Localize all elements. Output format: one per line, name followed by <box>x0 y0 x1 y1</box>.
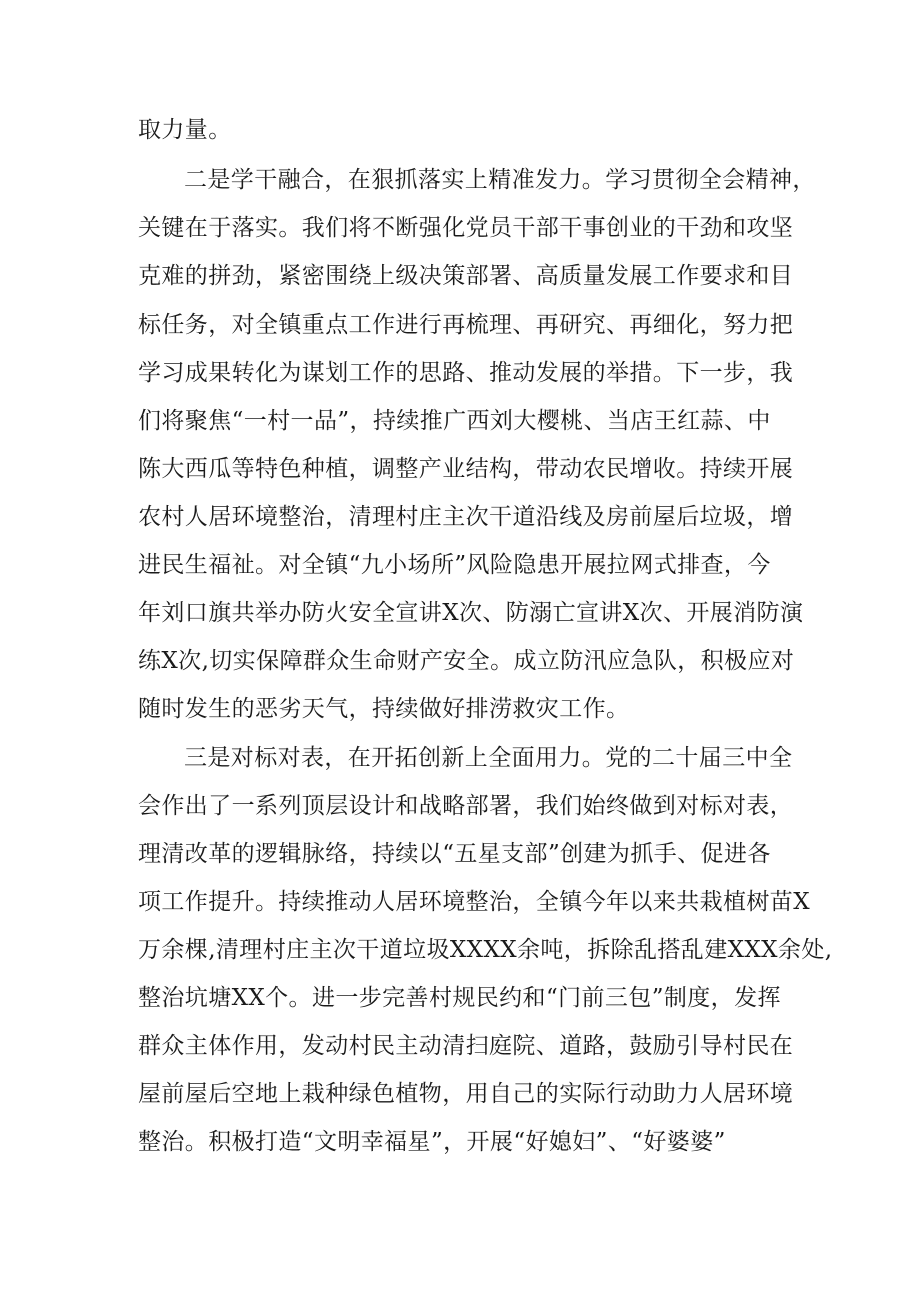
text-line: 进民生福祉。对全镇“九小场所”风险隐患开展拉网式排查，今 <box>138 552 771 578</box>
text-line: 们将聚焦“一村一品”，持续推广西刘大樱桃、当店王红蒜、中 <box>138 408 771 434</box>
text-line: 整治坑塘XX个。进一步完善村规民约和“门前三包”制度，发挥 <box>138 985 781 1011</box>
text-line: 陈大西瓜等特色种植，调整产业结构，带动农民增收。持续开展 <box>138 456 794 482</box>
text-line: 取力量。 <box>138 117 232 143</box>
text-line: 整治。积极打造“文明幸福星”，开展“好媳妇”、“好婆婆” <box>138 1129 726 1155</box>
text-line: 学习成果转化为谋划工作的思路、推动发展的举措。下一步，我 <box>138 360 794 386</box>
text-line: 屋前屋后空地上栽种绿色植物，用自己的实际行动助力人居环境 <box>138 1081 794 1107</box>
text-line: 三是对标对表，在开拓创新上全面用力。党的二十届三中全 <box>184 745 793 771</box>
text-line: 项工作提升。持续推动人居环境整治，全镇今年以来共栽植树苗X <box>138 889 810 915</box>
text-line: 标任务，对全镇重点工作进行再梳理、再研究、再细化，努力把 <box>138 312 794 338</box>
text-line: 群众主体作用，发动村民主动清扫庭院、道路，鼓励引导村民在 <box>138 1033 794 1059</box>
text-line: 会作出了一系列顶层设计和战略部署，我们始终做到对标对表， <box>138 793 794 819</box>
text-line: 克难的拼劲，紧密围绕上级决策部署、高质量发展工作要求和目 <box>138 263 794 289</box>
text-line: 农村人居环境整治，清理村庄主次干道沿线及房前屋后垃圾，增 <box>138 504 794 530</box>
text-line: 随时发生的恶劣天气，持续做好排涝救灾工作。 <box>138 696 630 722</box>
text-line: 理清改革的逻辑脉络，持续以“五星支部”创建为抓手、促进各 <box>138 841 771 867</box>
text-line: 二是学干融合，在狠抓落实上精准发力。学习贯彻全会精神， <box>184 167 816 193</box>
text-line: 年刘口旗共举办防火安全宣讲X次、防溺亡宣讲X次、开展消防演 <box>138 600 804 626</box>
text-line: 练X次,切实保障群众生命财产安全。成立防汛应急队，积极应对 <box>138 648 795 674</box>
text-line: 关键在于落实。我们将不断强化党员干部干事创业的干劲和攻坚 <box>138 215 794 241</box>
text-line: 万余棵,清理村庄主次干道垃圾XXXX余吨，拆除乱搭乱建XXX余处, <box>138 937 833 963</box>
